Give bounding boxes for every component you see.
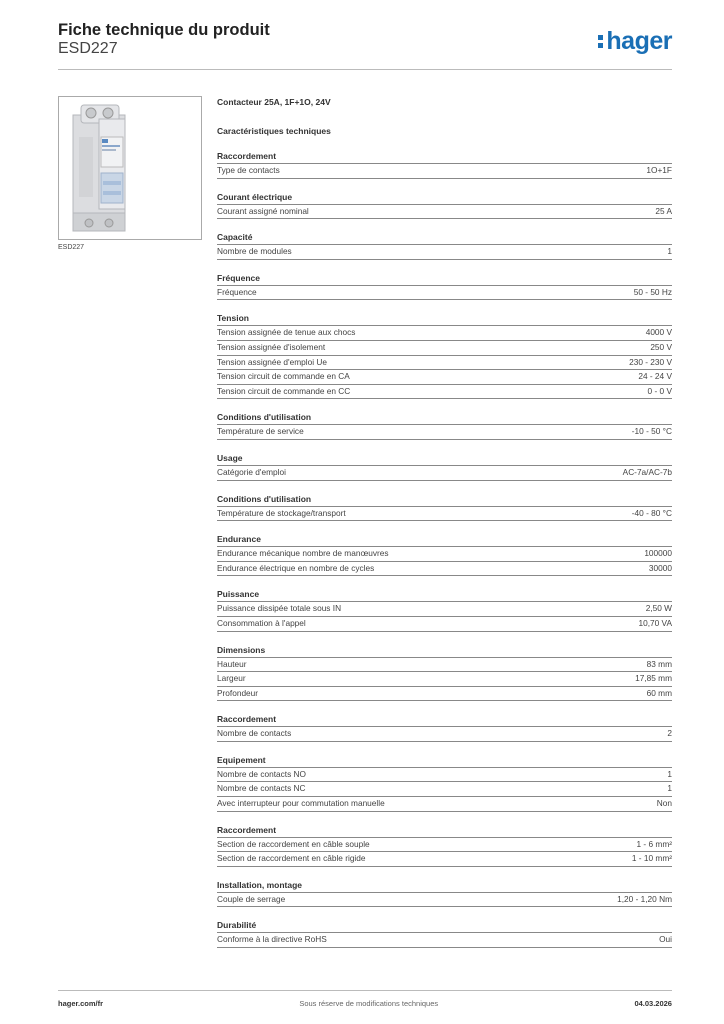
spec-label: Largeur	[217, 673, 246, 684]
spec-row	[217, 657, 672, 672]
product-reference: ESD227	[58, 40, 118, 57]
spec-section	[217, 493, 672, 522]
spec-section	[217, 588, 672, 631]
spec-value: 1	[667, 783, 672, 794]
page-title: Fiche technique du produit	[58, 21, 270, 39]
section-title: Capacité	[217, 232, 253, 243]
spec-row	[217, 285, 672, 301]
spec-row	[217, 837, 672, 852]
spec-value: 50 - 50 Hz	[633, 286, 672, 297]
spec-value: Non	[656, 798, 672, 809]
spec-value: Oui	[659, 934, 672, 945]
section-title: Equipement	[217, 754, 266, 765]
spec-label: Catégorie d'emploi	[217, 466, 286, 477]
spec-value: 4000 V	[645, 327, 672, 338]
spec-label: Tension assignée de tenue aux chocs	[217, 327, 356, 338]
spec-label: Consommation à l'appel	[217, 617, 306, 628]
spec-label: Nombre de contacts NC	[217, 783, 306, 794]
spec-section	[217, 312, 672, 399]
image-caption: ESD227	[58, 244, 85, 251]
spec-label: Nombre de contacts	[217, 728, 292, 739]
spec-label: Température de service	[217, 426, 304, 437]
section-title: Courant électrique	[217, 191, 293, 202]
section-title: Conditions d'utilisation	[217, 493, 312, 504]
spec-label: Endurance mécanique nombre de manœuvres	[217, 548, 389, 559]
spec-row	[217, 561, 672, 577]
spec-row	[217, 767, 672, 782]
spec-label: Tension assignée d'isolement	[217, 341, 326, 352]
spec-label: Endurance électrique en nombre de cycles	[217, 562, 375, 573]
spec-row	[217, 384, 672, 400]
section-title: Fréquence	[217, 272, 260, 283]
spec-label: Nombre de modules	[217, 246, 292, 257]
spec-label: Type de contacts	[217, 165, 280, 175]
spec-value: 17,85 mm	[635, 673, 672, 684]
contactor-icon	[59, 97, 201, 239]
characteristics-heading: Caractéristiques techniques	[217, 126, 331, 136]
product-name: Contacteur 25A, 1F+1O, 24V	[217, 97, 331, 107]
spec-row	[217, 506, 672, 522]
section-title: Raccordement	[217, 824, 277, 835]
spec-row	[217, 369, 672, 384]
spec-label: Couple de serrage	[217, 893, 286, 904]
spec-value: 1	[667, 246, 672, 257]
spec-row	[217, 892, 672, 908]
spec-value: 60 mm	[646, 687, 672, 698]
spec-value: AC-7a/AC-7b	[622, 466, 672, 477]
spec-section	[217, 879, 672, 908]
spec-value: 25 A	[655, 205, 672, 216]
spec-value: 1,20 - 1,20 Nm	[617, 893, 672, 904]
spec-label: Tension circuit de commande en CA	[217, 371, 350, 382]
spec-label: Conforme à la directive RoHS	[217, 934, 327, 945]
page-header	[58, 20, 672, 70]
spec-label: Hauteur	[217, 658, 247, 669]
spec-label: Profondeur	[217, 687, 259, 698]
spec-row	[217, 163, 672, 179]
spec-section	[217, 191, 672, 220]
section-title: Tension	[217, 313, 249, 324]
section-title: Usage	[217, 452, 243, 463]
spec-value: 2	[667, 728, 672, 739]
section-title: Endurance	[217, 534, 261, 545]
spec-value: 1 - 10 mm²	[631, 853, 672, 864]
spec-value: -10 - 50 °C	[631, 426, 672, 437]
spec-row	[217, 932, 672, 948]
spec-value: 83 mm	[646, 658, 672, 669]
spec-row	[217, 325, 672, 340]
spec-label: Fréquence	[217, 286, 257, 297]
spec-section	[217, 411, 672, 440]
spec-value: 1	[667, 768, 672, 779]
spec-row	[217, 424, 672, 440]
page-footer	[58, 990, 672, 1008]
spec-row	[217, 781, 672, 796]
spec-row	[217, 465, 672, 481]
section-title: Raccordement	[217, 714, 277, 725]
spec-row	[217, 204, 672, 220]
spec-section	[217, 231, 672, 260]
spec-value: 24 - 24 V	[638, 371, 672, 382]
spec-section	[217, 824, 672, 867]
spec-section	[217, 644, 672, 702]
spec-label: Courant assigné nominal	[217, 205, 309, 216]
section-title: Conditions d'utilisation	[217, 412, 312, 423]
spec-label: Puissance dissipée totale sous IN	[217, 603, 342, 614]
spec-row	[217, 244, 672, 260]
spec-row	[217, 340, 672, 355]
spec-label: Avec interrupteur pour commutation manuelle	[217, 798, 385, 809]
spec-value: 1 - 6 mm²	[636, 838, 672, 849]
spec-row	[217, 851, 672, 867]
spec-value: 10,70 VA	[638, 617, 672, 628]
spec-value: -40 - 80 °C	[631, 507, 672, 518]
spec-value: 30000	[648, 562, 672, 573]
spec-row	[217, 686, 672, 702]
spec-section	[217, 533, 672, 576]
spec-section	[217, 272, 672, 301]
spec-content	[217, 96, 672, 948]
spec-row	[217, 355, 672, 370]
spec-section	[217, 150, 672, 179]
spec-label: Tension circuit de commande en CC	[217, 385, 351, 396]
product-image	[58, 96, 202, 240]
spec-section	[217, 713, 672, 742]
footer-notice: Sous réserve de modifications techniques	[299, 999, 439, 1008]
spec-section	[217, 754, 672, 812]
spec-label: Section de raccordement en câble rigide	[217, 853, 366, 864]
spec-row	[217, 546, 672, 561]
spec-section	[217, 452, 672, 481]
spec-row	[217, 601, 672, 616]
section-title: Raccordement	[217, 151, 277, 161]
spec-value: 1O+1F	[646, 165, 672, 175]
section-title: Puissance	[217, 589, 260, 600]
spec-value: 230 - 230 V	[629, 356, 672, 367]
spec-section	[217, 919, 672, 948]
footer-date: 04.03.2026	[634, 999, 672, 1008]
spec-row	[217, 796, 672, 812]
spec-value: 2,50 W	[645, 603, 672, 614]
spec-value: 0 - 0 V	[647, 385, 672, 396]
section-title: Dimensions	[217, 644, 266, 655]
spec-label: Section de raccordement en câble souple	[217, 838, 370, 849]
spec-row	[217, 671, 672, 686]
section-title: Durabilité	[217, 920, 257, 931]
spec-row	[217, 616, 672, 632]
footer-website: hager.com/fr	[58, 999, 104, 1008]
spec-label: Tension assignée d'emploi Ue	[217, 356, 327, 367]
spec-row	[217, 726, 672, 742]
spec-label: Nombre de contacts NO	[217, 768, 306, 779]
spec-value: 100000	[644, 548, 672, 559]
hager-logo: hager	[598, 27, 672, 56]
spec-value: 250 V	[650, 341, 672, 352]
spec-label: Température de stockage/transport	[217, 507, 346, 518]
spec-sections	[217, 150, 672, 948]
section-title: Installation, montage	[217, 879, 303, 890]
logo-dots-icon	[598, 31, 604, 50]
